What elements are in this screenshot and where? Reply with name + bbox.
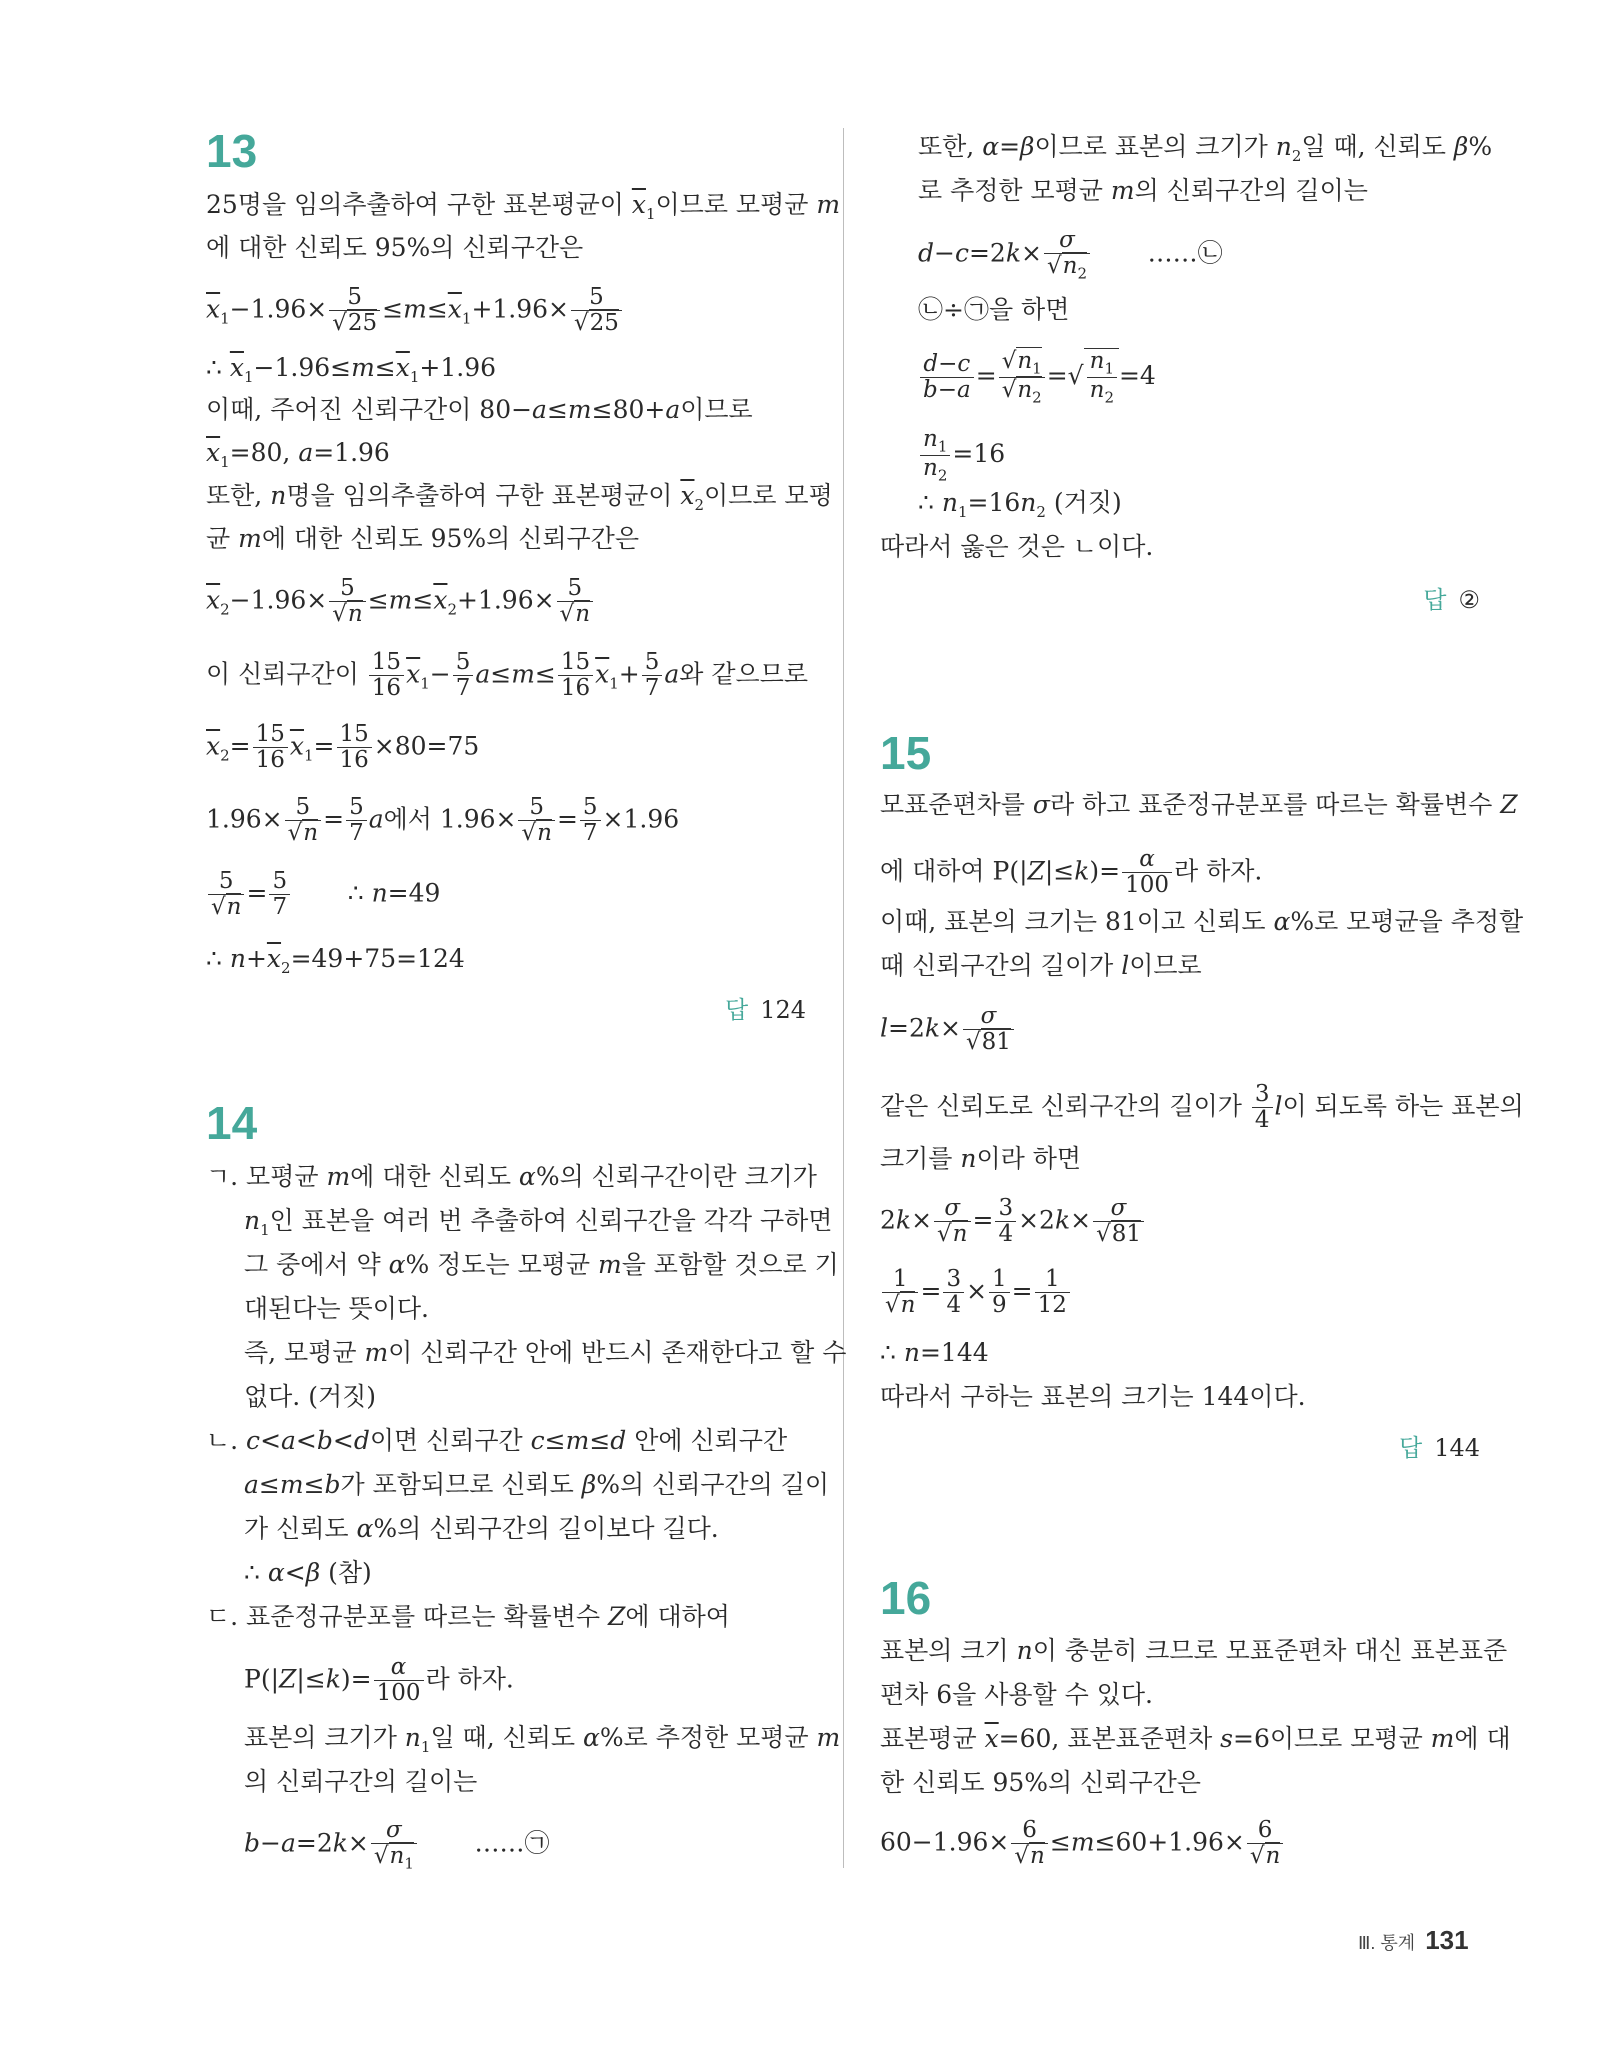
- p13-answer: 답 124: [725, 996, 806, 1024]
- p14-line-6: 없다. (거짓): [244, 1382, 377, 1411]
- p16-line-5: 60−1.96× $\frac{6}{√n}$ ≤m≤60+1.96× $\frac{6}{√n}$: [880, 1818, 1285, 1870]
- p14-line-20: $\frac{d-c}{b-a}$ = $\frac{√n_1}{√n_2}$ =√ $\frac{n_1}{n_2}$ =4: [918, 348, 1156, 406]
- p13-line-2: 에 대한 신뢰도 95%의 신뢰구간은: [206, 233, 584, 262]
- p13-line-11: $\overline{x}_2=$ $\frac{15}{16}$ $\overline{x}_1=$ $\frac{15}{16}$ ×80=75: [206, 721, 480, 774]
- p13-line-13: $\frac{5}{√n}$ = $\frac{5}{7}$ ∴ n=49: [206, 869, 440, 921]
- page-number: 131: [1425, 1925, 1469, 1955]
- p15-line-8: 2k× $\frac{\sigma}{√n}$ = $\frac{3}{4}$ ×2k× $\frac{\sigma}{√81}$: [880, 1196, 1146, 1248]
- p14-line-4: 대된다는 뜻이다.: [244, 1294, 429, 1323]
- p14-line-11: ㄷ. 표준정규분포를 따르는 확률변수 Z에 대하여: [206, 1602, 730, 1631]
- p14-line-13: 표본의 크기가 $n_1$일 때, 신뢰도 α%로 추정한 모평균 m: [244, 1723, 841, 1756]
- p14-line-23: 따라서 옳은 것은 ㄴ이다.: [880, 532, 1154, 561]
- p13-line-3: $\overline{x}_1-1.96\times$ $\frac{5}{√25}$ $\le m\le\overline{x}_1+1.96\times$ $\frac{5}{√25}$: [206, 285, 624, 337]
- problem-16-number: 16: [880, 1572, 932, 1624]
- p14-line-9: 가 신뢰도 α%의 신뢰구간의 길이보다 길다.: [244, 1514, 719, 1543]
- p15-line-1: 모표준편차를 σ라 하고 표준정규분포를 따르는 확률변수 Z: [880, 790, 1518, 819]
- p16-line-4: 한 신뢰도 95%의 신뢰구간은: [880, 1768, 1201, 1797]
- p15-line-6: 같은 신뢰도로 신뢰구간의 길이가 $\frac{3}{4}$ l이 되도록 하는 표본의: [880, 1081, 1524, 1134]
- problem-15-number: 15: [880, 727, 932, 779]
- p15-line-5: l=2k× $\frac{\sigma}{√81}$: [880, 1004, 1016, 1056]
- p16-line-2: 편차 6을 사용할 수 있다.: [880, 1680, 1153, 1709]
- p13-line-10: 이 신뢰구간이 $\frac{15}{16}$ $\overline{x}_1-$ $\frac{5}{7}$ a≤m≤ $\frac{15}{16}$ $\overline{x}_1+$ $\frac{5}{7}$ a와 같으므로: [206, 649, 808, 702]
- p14-line-5: 즉, 모평균 m이 신뢰구간 안에 반드시 존재한다고 할 수: [244, 1338, 847, 1367]
- p15-line-7: 크기를 n이라 하면: [880, 1144, 1082, 1173]
- p15-line-9: $\frac{1}{√n}$ = $\frac{3}{4}$ × $\frac{1}{9}$ = $\frac{1}{12}$: [880, 1267, 1072, 1319]
- p14-line-18: d−c=2k× $\frac{\sigma}{√n_2}$ ……㉡: [918, 227, 1223, 283]
- p13-line-6: $\overline{x}_1=80$, a=1.96: [206, 438, 390, 471]
- p14-line-19: ㉡÷㉠을 하면: [918, 295, 1070, 324]
- p13-line-5: 이때, 주어진 신뢰구간이 80−a≤m≤80+a이므로: [206, 395, 753, 424]
- p14-line-10: ∴ α<β (참): [244, 1558, 372, 1587]
- p16-line-1: 표본의 크기 n이 충분히 크므로 모표준편차 대신 표본표준: [880, 1636, 1508, 1665]
- problem-14-number: 14: [206, 1097, 258, 1149]
- p13-line-8: 균 m에 대한 신뢰도 95%의 신뢰구간은: [206, 524, 639, 553]
- column-divider: [843, 128, 844, 1868]
- p14-line-8: a≤m≤b가 포함되므로 신뢰도 β%의 신뢰구간의 길이: [244, 1470, 830, 1499]
- p15-answer: 답 144: [1399, 1434, 1480, 1462]
- p14-line-21: $\frac{n_1}{n_2}$ =16: [918, 427, 1005, 484]
- p14-line-22: ∴ $n_1=16n_2$ (거짓): [918, 488, 1122, 521]
- p14-line-2: $n_1$인 표본을 여러 번 추출하여 신뢰구간을 각각 구하면: [244, 1206, 833, 1239]
- p13-line-7: 또한, n명을 임의추출하여 구한 표본평균이 $\overline{x}_2$이므로 모평: [206, 481, 833, 514]
- p14-line-15: b−a=2k× $\frac{\sigma}{√n_1}$ ……㉠: [244, 1817, 550, 1873]
- p15-line-3: 이때, 표본의 크기는 81이고 신뢰도 α%로 모평균을 추정할: [880, 907, 1524, 936]
- p13-line-9: $\overline{x}_2-1.96\times$ $\frac{5}{√n}$ $\le m\le\overline{x}_2+1.96\times$ $\frac{5}{√n}$: [206, 576, 595, 628]
- chapter-label: Ⅲ. 통계: [1358, 1933, 1416, 1953]
- p13-line-4: ∴ $\overline{x}_1-1.96\le m\le\overline{x}_1+1.96$: [206, 353, 497, 386]
- p14-line-7: ㄴ. c<a<b<d이면 신뢰구간 c≤m≤d 안에 신뢰구간: [206, 1426, 788, 1455]
- p13-line-12: 1.96× $\frac{5}{√n}$ = $\frac{5}{7}$ a에서 1.96× $\frac{5}{√n}$ = $\frac{5}{7}$ ×1.96: [206, 794, 680, 847]
- p13-line-1: 25명을 임의추출하여 구한 표본평균이 $\overline{x}_1$이므로 모평균 m: [206, 190, 841, 223]
- p14-line-14: 의 신뢰구간의 길이는: [244, 1767, 478, 1796]
- p13-line-14: ∴ $n+\overline{x}_2=49+75=124$: [206, 944, 465, 977]
- p15-line-4: 때 신뢰구간의 길이가 l이므로: [880, 951, 1202, 980]
- p14-line-16: 또한, α=β이므로 표본의 크기가 $n_2$일 때, 신뢰도 β%: [918, 132, 1493, 165]
- p14-line-3: 그 중에서 약 α% 정도는 모평균 m을 포함할 것으로 기: [244, 1250, 839, 1279]
- p15-line-10: ∴ n=144: [880, 1338, 989, 1367]
- p14-line-1: ㄱ. 모평균 m에 대한 신뢰도 α%의 신뢰구간이란 크기가: [206, 1162, 817, 1191]
- page-footer: [1358, 1925, 1469, 1956]
- p15-line-11: 따라서 구하는 표본의 크기는 144이다.: [880, 1382, 1306, 1411]
- p16-line-3: 표본평균 $\overline{x}=60$, 표본표준편차 s=6이므로 모평균 m에 대: [880, 1724, 1511, 1753]
- problem-13-number: 13: [206, 125, 258, 177]
- p14-line-17: 로 추정한 모평균 m의 신뢰구간의 길이는: [918, 176, 1368, 205]
- p14-answer: 답 ②: [1423, 586, 1480, 614]
- p15-line-2: 에 대하여 P(|Z|≤k)= $\frac{\alpha}{100}$ 라 하자.: [880, 846, 1263, 899]
- p14-line-12: P(|Z|≤k)= $\frac{\alpha}{100}$ 라 하자.: [244, 1654, 514, 1707]
